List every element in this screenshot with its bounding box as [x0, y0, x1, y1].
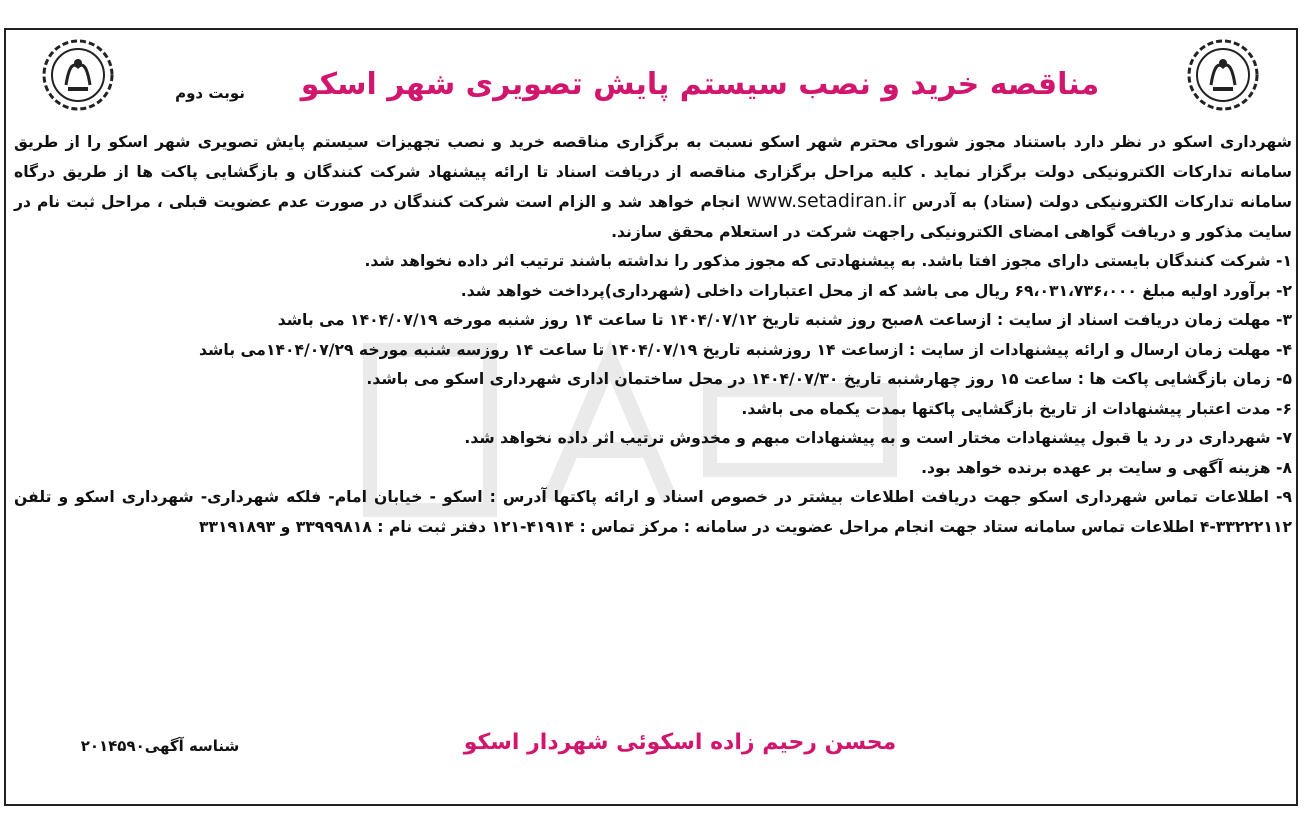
municipality-emblem-icon [40, 37, 116, 113]
signer-name: محسن رحیم زاده اسکوئی شهردار اسکو [463, 730, 897, 755]
list-item: ۷- شهرداری در رد یا قبول پیشنهادات مختار است و به پیشنهادات مبهم و مخدوش ترتیب اثر داده نخواهد شد. [464, 429, 1292, 447]
intro-text-continued: انجام خواهد شد و الزام است شرکت کنندگان در صورت عدم عضویت قبلی ، مراحل ثبت نام در سایت مذکور و دریافت گواهی امضای الکترونیکی راجهت شرکت در استعلام محقق سازند. [14, 193, 1292, 241]
intro-text: شهرداری اسکو در نظر دارد باستناد مجوز شورای محترم شهر اسکو نسبت به برگزاری مناقصه خرید و نصب تجهیزات سیستم پایش تصویری شهر اسکو را از طریق سامانه تدارکات الکترونیکی دولت برگزار نماید . کلیه مراحل برگزاری مناقصه از دریافت اسناد تا ارائه پیشنهاد شرکت کنندگان و بازگشایی پاکت ها از طریق درگاه سامانه تدارکات الکترونیکی دولت (ستاد) به آدرس [14, 133, 1292, 211]
round-label: نوبت دوم [175, 84, 245, 102]
setad-url-link[interactable]: www.setadiran.ir [746, 190, 906, 212]
list-item: ۱- شرکت کنندگان بایستی دارای مجوز افتا باشد. به پیشنهادتی که مجوز مذکور را نداشته باشند ترتیب اثر داده نخواهد شد. [364, 252, 1292, 270]
list-item: ۸- هزینه آگهی و سایت بر عهده برنده خواهد بود. [921, 458, 1292, 477]
list-item: ۹- اطلاعات تماس شهرداری اسکو جهت دریافت اطلاعات بیشتر در خصوص اسناد و ارائه پاکتها آدرس : اسکو - خیابان امام- فلکه شهرداری- شهرداری اسکو و تلفن ۳۳۲۲۲۱۱۲-۴ اطلاعات تماس سامانه ستاد جهت انجام مراحل عضویت در سامانه : مرکز تماس : ۴۱۹۱۴-۱۲۱ دفتر ثبت نام : ۳۳۹۹۹۸۱۸ و ۳۳۱۹۱۸۹۳ [14, 488, 1292, 536]
list-item: ۲- برآورد اولیه مبلغ ۶۹،۰۳۱،۷۳۶،۰۰۰ ریال می باشد که از محل اعتبارات داخلی (شهرداری)پرداخت خواهد شد. [460, 281, 1292, 300]
notice-title: مناقصه خرید و نصب سیستم پایش تصویری شهر اسکو [300, 67, 1100, 102]
notice-body [14, 128, 1292, 542]
municipality-emblem-icon [1185, 37, 1261, 113]
list-item: ۳- مهلت زمان دریافت اسناد از سایت : ازساعت ۸صبح روز شنبه تاریخ ۱۴۰۴/۰۷/۱۲ تا ساعت ۱۴ روز شنبه مورخه ۱۴۰۴/۰۷/۱۹ می باشد [277, 311, 1292, 329]
list-item: ۶- مدت اعتبار پیشنهادات از تاریخ بازگشایی پاکتها بمدت یکماه می باشد. [741, 399, 1292, 418]
list-item: ۴- مهلت زمان ارسال و ارائه پیشنهادات از سایت : ازساعت ۱۴ روزشنبه تاریخ ۱۴۰۴/۰۷/۱۹ تا ساعت ۱۴ روزسه شنبه مورخه ۱۴۰۴/۰۷/۲۹می باشد [199, 340, 1292, 359]
ad-id: شناسه آگهی۲۰۱۴۵۹۰ [80, 737, 240, 755]
list-item: ۵- زمان بازگشایی پاکت ها : ساعت ۱۵ روز چهارشنبه تاریخ ۱۴۰۴/۰۷/۳۰ در محل ساختمان اداری شهرداری اسکو می باشد. [366, 370, 1292, 388]
intro-paragraph [14, 128, 1292, 247]
